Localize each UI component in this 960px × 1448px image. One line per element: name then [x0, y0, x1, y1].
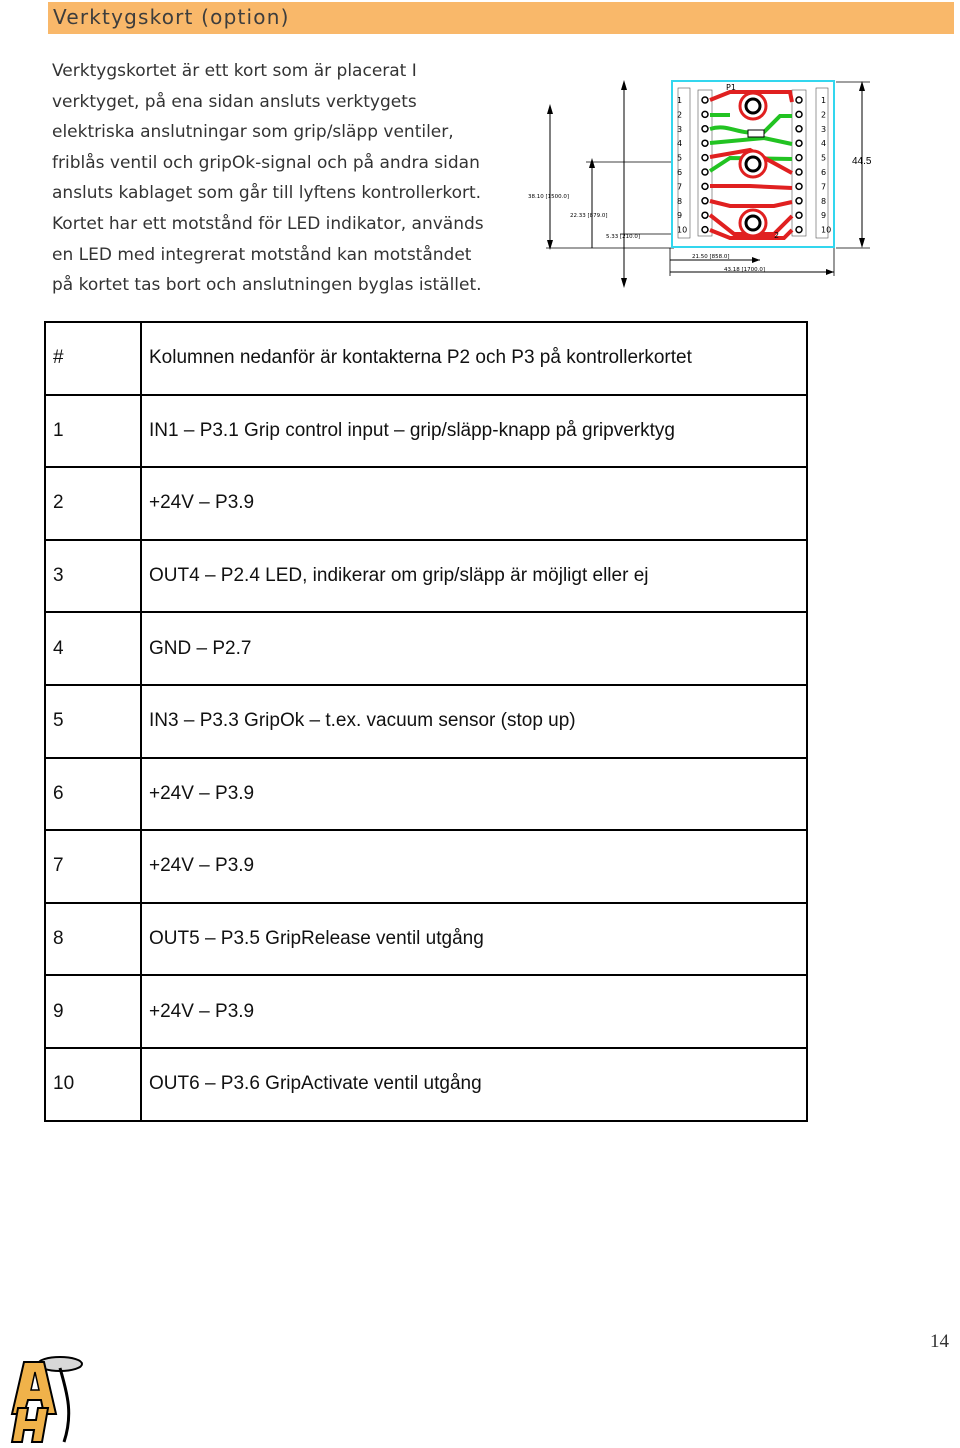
- pad-right: [796, 140, 802, 146]
- pin-number-cell: 5: [45, 685, 141, 758]
- page-number: 14: [930, 1331, 949, 1352]
- pad-left: [702, 155, 708, 161]
- pad-left: [702, 227, 708, 233]
- header-num: #: [45, 322, 141, 395]
- pin-number-cell: 7: [45, 830, 141, 903]
- pad-right: [796, 183, 802, 189]
- pin-label-right: 8: [821, 196, 827, 206]
- table-row: [45, 685, 807, 758]
- pin-label-right: 2: [821, 110, 827, 120]
- pin-description-cell: IN1 – P3.1 Grip control input – grip/släpp-knapp på gripverktyg: [141, 395, 807, 468]
- pad-right: [796, 111, 802, 117]
- pin-number-cell: 2: [45, 467, 141, 540]
- pin-number-cell: 6: [45, 758, 141, 831]
- dim-label-5: 43.18 [1700.0]: [724, 267, 766, 273]
- table-row: [45, 395, 807, 468]
- pad-left: [702, 183, 708, 189]
- pad-left: [702, 97, 708, 103]
- pin-label-right: 3: [821, 124, 827, 134]
- intro-block: [52, 56, 512, 301]
- table-header-row: [45, 322, 807, 395]
- pad-right: [796, 227, 802, 233]
- pad-left: [702, 169, 708, 175]
- pin-label-left: 2: [677, 110, 683, 120]
- pad-left: [702, 198, 708, 204]
- pin-label-right: 4: [821, 139, 827, 149]
- pin-number-cell: 10: [45, 1048, 141, 1121]
- table-row: [45, 830, 807, 903]
- pin-label-right: 10: [821, 225, 832, 235]
- pin-label-left: 8: [677, 196, 683, 206]
- pad-right: [796, 198, 802, 204]
- pcb-diagram: [524, 78, 884, 290]
- pin-number-cell: 8: [45, 903, 141, 976]
- dim-label-3: 5.33 [210.0]: [606, 234, 641, 240]
- pad-right: [796, 155, 802, 161]
- height-label: 44.5: [852, 156, 872, 167]
- pin-label-left: 7: [677, 182, 683, 192]
- intro-paragraph: Verktygskortet är ett kort som är placerat I verktyget, på ena sidan ansluts verktygets elektriska anslutningar som grip/släpp ventiler, friblås ventil och gripOk-signal och på andra sidan ansluts kablaget som går till lyftens kontrollerkort. Kortet har ett motstånd för LED indikator, används en LED med integrerat motstånd kan motståndet på kortet tas bort och anslutningen byglas istället.: [52, 61, 484, 296]
- table-row: [45, 758, 807, 831]
- pin-description-cell: +24V – P3.9: [141, 467, 807, 540]
- pin-number-cell: 3: [45, 540, 141, 613]
- pad-left: [702, 212, 708, 218]
- pin-description-cell: +24V – P3.9: [141, 975, 807, 1048]
- table-row: [45, 612, 807, 685]
- pin-label-left: 4: [677, 139, 683, 149]
- table-row: [45, 903, 807, 976]
- pad-right: [796, 97, 802, 103]
- pin-label-right: 6: [821, 168, 827, 177]
- dim-label-2: 22.33 [879.0]: [570, 213, 608, 219]
- pin-label-left: 6: [677, 168, 683, 177]
- pin-description-cell: OUT6 – P3.6 GripActivate ventil utgång: [141, 1048, 807, 1121]
- pin-number-cell: 4: [45, 612, 141, 685]
- section-header: [48, 2, 954, 34]
- pin-description-cell: OUT5 – P3.5 GripRelease ventil utgång: [141, 903, 807, 976]
- pin-label-left: 9: [677, 211, 683, 221]
- section-title: Verktygskort (option): [53, 5, 290, 29]
- header-desc: Kolumnen nedanför är kontakterna P2 och P3 på kontrollerkortet: [141, 322, 807, 395]
- pin-label-right: 9: [821, 211, 827, 221]
- pin-label-left: 10: [677, 225, 688, 235]
- pin-number-cell: 1: [45, 395, 141, 468]
- dim-label-4: 21.50 [858.0]: [692, 254, 730, 260]
- pin-description-cell: IN3 – P3.3 GripOk – t.ex. vacuum sensor (stop up): [141, 685, 807, 758]
- pin-label-right: 7: [821, 182, 827, 192]
- table-row: [45, 1048, 807, 1121]
- pin-label-right: 5: [821, 153, 827, 163]
- pad-left: [702, 140, 708, 146]
- pin-label-left: 1: [677, 96, 683, 105]
- dim-label-1: 38.10 [1500.0]: [528, 194, 570, 200]
- air-handle-logo: [4, 1350, 90, 1446]
- connector-label-p1: P1: [726, 83, 736, 92]
- pin-table: [44, 321, 808, 1122]
- pin-description-cell: OUT4 – P2.4 LED, indikerar om grip/släpp är möjligt eller ej: [141, 540, 807, 613]
- table-row: [45, 975, 807, 1048]
- pin-description-cell: +24V – P3.9: [141, 758, 807, 831]
- pin-label-left: 3: [677, 124, 683, 134]
- table-row: [45, 467, 807, 540]
- pad-right: [796, 169, 802, 175]
- pin-number-cell: 9: [45, 975, 141, 1048]
- pad-right: [796, 126, 802, 132]
- connector-label-p2: 2: [774, 231, 780, 240]
- pad-left: [702, 111, 708, 117]
- pad-left: [702, 126, 708, 132]
- pin-description-cell: +24V – P3.9: [141, 830, 807, 903]
- pin-label-right: 1: [821, 96, 827, 105]
- pin-label-left: 5: [677, 153, 683, 163]
- pin-description-cell: GND – P2.7: [141, 612, 807, 685]
- table-row: [45, 540, 807, 613]
- pad-right: [796, 212, 802, 218]
